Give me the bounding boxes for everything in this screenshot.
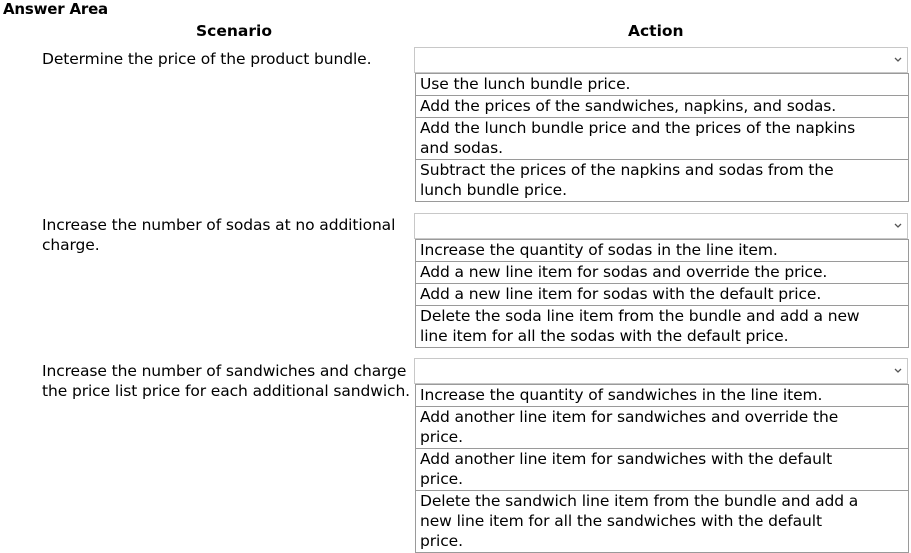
option-label: Add the lunch bundle price and the prices of the napkins and sodas. bbox=[420, 119, 856, 157]
chevron-down-icon bbox=[893, 220, 903, 230]
action-1-option-3[interactable] bbox=[415, 117, 909, 160]
action-3-option-2[interactable] bbox=[415, 406, 909, 449]
option-label: Add the prices of the sandwiches, napkins, and sodas. bbox=[420, 97, 837, 115]
action-1-option-2[interactable] bbox=[415, 95, 909, 118]
action-2-option-3[interactable] bbox=[415, 283, 909, 306]
action-3-option-1[interactable] bbox=[415, 384, 909, 407]
option-label: Add a new line item for sodas and override the price. bbox=[420, 263, 828, 281]
action-1-options bbox=[415, 73, 909, 202]
action-2-dropdown[interactable] bbox=[414, 213, 908, 239]
option-label: Increase the quantity of sandwiches in the line item. bbox=[420, 386, 823, 404]
answer-area-title: Answer Area bbox=[3, 0, 108, 18]
option-label: Add another line item for sandwiches and override the price. bbox=[420, 408, 839, 446]
chevron-down-icon bbox=[893, 365, 903, 375]
action-1-option-1[interactable] bbox=[415, 73, 909, 96]
option-label: Increase the quantity of sodas in the line item. bbox=[420, 241, 778, 259]
action-2-option-4[interactable] bbox=[415, 305, 909, 348]
chevron-down-icon bbox=[893, 54, 903, 64]
action-1-dropdown[interactable] bbox=[414, 47, 908, 73]
action-3-options bbox=[415, 384, 909, 553]
option-label: Delete the sandwich line item from the bundle and add a new line item for all the sandwiches with the default price. bbox=[420, 492, 859, 550]
scenario-2-text: Increase the number of sodas at no additional charge. bbox=[42, 216, 396, 254]
option-label: Delete the soda line item from the bundle and add a new line item for all the sodas with the default price. bbox=[420, 307, 860, 345]
action-3-dropdown[interactable] bbox=[414, 358, 908, 384]
scenario-column-header: Scenario bbox=[196, 22, 272, 40]
action-3-option-3[interactable] bbox=[415, 448, 909, 491]
action-column-header: Action bbox=[628, 22, 684, 40]
action-2-option-1[interactable] bbox=[415, 239, 909, 262]
option-label: Add another line item for sandwiches with the default price. bbox=[420, 450, 833, 488]
action-2-option-2[interactable] bbox=[415, 261, 909, 284]
scenario-3-text: Increase the number of sandwiches and charge the price list price for each additional sandwich. bbox=[42, 362, 411, 400]
action-3-option-4[interactable] bbox=[415, 490, 909, 553]
action-2-options bbox=[415, 239, 909, 348]
option-label: Add a new line item for sodas with the default price. bbox=[420, 285, 822, 303]
option-label: Use the lunch bundle price. bbox=[420, 75, 631, 93]
action-1-option-4[interactable] bbox=[415, 159, 909, 202]
scenario-1-text: Determine the price of the product bundle. bbox=[42, 50, 372, 68]
option-label: Subtract the prices of the napkins and sodas from the lunch bundle price. bbox=[420, 161, 834, 199]
